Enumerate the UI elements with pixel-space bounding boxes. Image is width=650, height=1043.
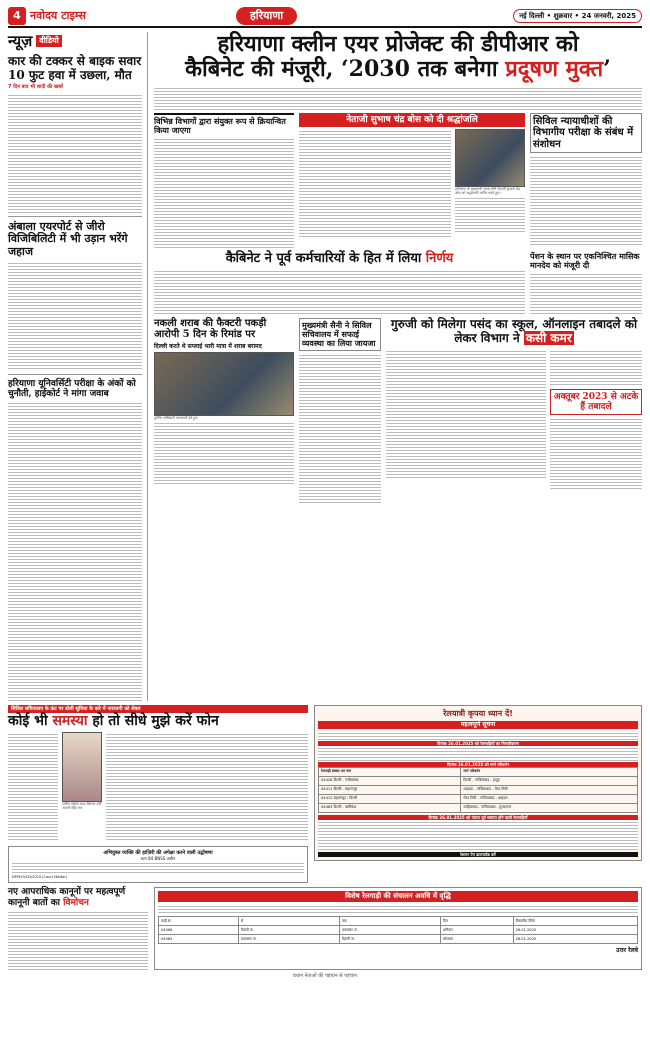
story-2-headline: नेताजी सुभाष चंद्र बोस को दी श्रद्धांजलि <box>299 113 525 127</box>
story-6-headline: नकली शराब की फैक्टरी पकड़ी आरोपी 5 दिन के रिमांड पर <box>154 317 267 341</box>
left-column <box>8 32 148 701</box>
story-5-body <box>530 272 642 314</box>
main-area <box>154 32 642 701</box>
notice-2-title: विशेष रेलगाड़ी की संचालन अवधि में वृद्धि <box>158 891 638 902</box>
story-8-body-3 <box>550 417 642 489</box>
story-8-headline-part-a: गुरुजी को मिलेगा पसंद का स्कूल, ऑनलाइन तबादले को लेकर विभाग ने <box>390 316 638 345</box>
story-4-headline-part-a: कैबिनेट ने पूर्व कर्मचारियों के हित में लिया <box>225 250 426 266</box>
page-tagline: प्रधान नेताओं की पहचान से पहचान <box>293 972 357 979</box>
story-8-body <box>386 349 546 479</box>
cell: दिल्ली जं. <box>339 934 440 943</box>
cell: 04066 <box>159 925 239 934</box>
story-10-headline <box>8 887 148 908</box>
lead-headline-part-a: कैबिनेट की मंजूरी, ‘2030 तक बनेगा <box>185 56 506 83</box>
story-9-headline-part-c: हो तो सीधे मुझे करें फोन <box>87 713 219 730</box>
lead-headline-part-c: ’ <box>603 56 611 83</box>
train-route: दिल्ली - गाजियाबाद - हापुड़ <box>461 776 638 785</box>
rail-col-1: रेलगाड़ी संख्या एवं नाम <box>319 767 461 776</box>
rail-heading-2: दिनांक 26.01.2025 को मार्ग परिवर्तन <box>318 762 638 767</box>
table-row <box>319 794 638 803</box>
story-1 <box>154 113 294 249</box>
left-subhead-1: 7 दिन बाद भी शादी की खबरें <box>8 84 64 91</box>
train-name: 04463 दिल्ली - ऋषिकेश <box>319 803 461 812</box>
lead-intro-body <box>154 86 642 110</box>
video-badge: वीडियो <box>36 35 62 47</box>
rail-heading-1: दिनांक 26.01.2025 को रेलगाड़ियों का निरस्तीकरण <box>318 741 638 746</box>
masthead: नवोदय टाइम्स <box>30 9 86 23</box>
story-4-headline <box>154 252 525 267</box>
notice-1-sub: धारा 84 BNSS अधीन <box>140 855 176 861</box>
table-row <box>159 925 638 934</box>
news-video-title: न्यूज़ <box>8 32 33 50</box>
table-row <box>319 803 638 812</box>
story-9-headline <box>8 713 308 729</box>
train-name: 04411 दिल्ली - सहारनपुर <box>319 785 461 794</box>
table-row <box>319 785 638 794</box>
story-5-headline: पेंशन के स्थान पर एकनिश्चित मासिक मानदेय को मंजूरी दी <box>530 250 640 271</box>
left-headline-2: अंबाला एयरपोर्ट से जीरो विजिबिलिटी में भी उड़ान भरेंगे जहाज <box>8 219 128 258</box>
left-headline-3: हरियाणा यूनिवर्सिटी परीक्षा के अंकों को चुनौती, हाईकोर्ट ने मांगा जवाब <box>8 378 136 399</box>
section-label: हरियाणा <box>236 7 297 25</box>
story-8-box: अक्तूबर 2023 से अटके हैं तबादले <box>550 389 642 416</box>
story-6-subhead: दिल्ली करते थे सप्लाई भारी मात्रा में शराब बरामद <box>154 342 262 350</box>
story-8-headline <box>386 318 642 346</box>
cell: शनिवार <box>441 925 514 934</box>
rail-band: महत्वपूर्ण सूचना <box>318 721 638 729</box>
story-5 <box>530 252 642 315</box>
story-2-body-2 <box>455 196 525 232</box>
story-2-body <box>299 129 451 239</box>
train-route: साहिबाबाद - गाजियाबाद - मुरादनगर <box>461 803 638 812</box>
story-6-photo <box>154 352 294 416</box>
notice-1-title: अभियुक्त व्यक्ति की हाज़िरी की अपेक्षा करने वाली उद्घोषणा <box>103 849 213 856</box>
train-route: शाहदरा - गाजियाबाद - मेरठ सिटी <box>461 785 638 794</box>
story-4 <box>154 252 525 315</box>
col-header: गाड़ी सं. <box>159 916 239 925</box>
lead-headline-line-2 <box>154 57 642 82</box>
bottom-left <box>8 705 308 883</box>
train-name: 04412 सहारनपुर - दिल्ली <box>319 794 461 803</box>
story-7 <box>299 318 381 504</box>
story-4-body <box>154 269 525 315</box>
story-1-headline: विभिन्न विभागों द्वारा संयुक्त रूप से क्रियान्वित किया जाएगा <box>154 113 294 135</box>
train-name: 04426 दिल्ली - नजीबाबाद <box>319 776 461 785</box>
notice-2-footer: उत्तर रेलवे <box>616 946 638 954</box>
railway-notice <box>314 705 642 883</box>
story-10-headline-highlight: विमोचन <box>63 897 89 908</box>
story-1-body <box>154 137 294 249</box>
story-9-caption: सचिव महिला बाल विकास मंत्री आरती सिंह राव <box>62 801 102 810</box>
story-9-headline-highlight: समस्या <box>52 713 88 730</box>
lead-headline-highlight: प्रदूषण मुक्त <box>505 56 604 83</box>
lead-headline-line-1: हरियाणा क्लीन एयर प्रोजेक्ट की डीपीआर को <box>217 31 579 57</box>
cell: 04065 <box>159 934 239 943</box>
story-6 <box>154 318 294 504</box>
story-7-headline: मुख्यमंत्री सैनी ने सिविल सचिवालय में सफाई व्यवस्था का लिया जायजा <box>299 318 381 352</box>
train-route: मेरठ सिटी - गाजियाबाद - शाहदरा <box>461 794 638 803</box>
col-header: दिन <box>441 916 514 925</box>
news-video-block <box>8 32 142 51</box>
story-8-headline-highlight: कसी कमर <box>525 330 572 345</box>
story-9-body-1 <box>8 732 58 842</box>
notice-2 <box>154 887 642 970</box>
dateline: नई दिल्ली • शुक्रवार • 24 जनवरी, 2025 <box>513 9 642 24</box>
cell: फ़राक्का जं. <box>238 934 339 943</box>
story-2-photo <box>455 129 525 187</box>
cell: फ़राक्का जं. <box>339 925 440 934</box>
rail-intro <box>318 731 638 741</box>
story-9-headline-part-a: कोई भी <box>8 713 53 730</box>
story-10 <box>8 887 148 970</box>
cell: 26.01.2025 <box>513 925 637 934</box>
notice-1 <box>8 846 308 884</box>
cell: 28.01.2025 <box>513 934 637 943</box>
notice-1-court: DP/929/CD/2025 (Court Matter) <box>12 874 68 879</box>
left-headline-1: कार की टक्कर से बाइक सवार 10 फुट हवा में उछला, मौत <box>8 53 142 82</box>
left-article-1-body <box>8 93 142 213</box>
story-10-body <box>8 910 148 970</box>
story-10-headline-part-a: नए आपराधिक कानूनों पर महत्वपूर्ण कानूनी बातों का <box>8 887 126 908</box>
notice-1-body <box>12 861 304 875</box>
story-6-caption: पुलिस अधिकारी जानकारी देते हुए। <box>154 416 199 421</box>
story-3-headline: सिविल न्यायाधीशों की विभागीय परीक्षा के संबंध में संशोधन <box>530 113 642 154</box>
col-header: से <box>238 916 339 925</box>
story-9-photo <box>62 732 102 802</box>
left-article-3-body <box>8 401 142 701</box>
rail-heading-3: दिनांक 26.01.2025 को गंतव्य पूर्व समाप्त होने वाली रेलगाड़ियाँ <box>318 815 638 820</box>
story-4-headline-highlight: निर्णय <box>425 250 454 266</box>
story-3 <box>530 113 642 249</box>
story-7-body <box>299 353 381 503</box>
cell: दिल्ली जं. <box>238 925 339 934</box>
page-header <box>8 6 642 28</box>
rail-divert-table <box>318 767 638 813</box>
lead-headline <box>154 32 642 83</box>
story-2-caption: हरियाणा के मुख्यमंत्री नायब सैनी नेताजी सुभाष चंद्र बोस को श्रद्धांजलि अर्पित करते हुए। <box>455 186 520 196</box>
notice-2-table <box>158 916 638 944</box>
table-row <box>159 934 638 943</box>
story-2 <box>299 113 525 249</box>
page-number: 4 <box>8 7 26 25</box>
cell: सोमवार <box>441 934 514 943</box>
rail-footer: रेलवन ऐप डाउनलोड करें <box>318 852 638 857</box>
rail-title: रेलयात्री कृपया ध्यान दें! <box>443 709 513 719</box>
story-8-body-2 <box>550 349 642 387</box>
story-8 <box>386 318 642 504</box>
notice-2-intro <box>158 904 638 914</box>
story-9-kicker: सिविल सचिवालय के फ्रंट पर डोली सुविधा के बारे में नाराजगी को लेकर <box>8 705 308 713</box>
rail-col-2: मार्ग परिवर्तन <box>461 767 638 776</box>
col-header: तक <box>339 916 440 925</box>
story-3-body <box>530 155 642 245</box>
left-article-2-body <box>8 261 142 371</box>
story-6-body <box>154 421 294 485</box>
rail-cancel-list <box>318 746 638 762</box>
table-row <box>319 776 638 785</box>
col-header: विस्तारित तिथि <box>513 916 637 925</box>
story-9-body-2 <box>106 732 308 842</box>
rail-short-list <box>318 820 638 850</box>
